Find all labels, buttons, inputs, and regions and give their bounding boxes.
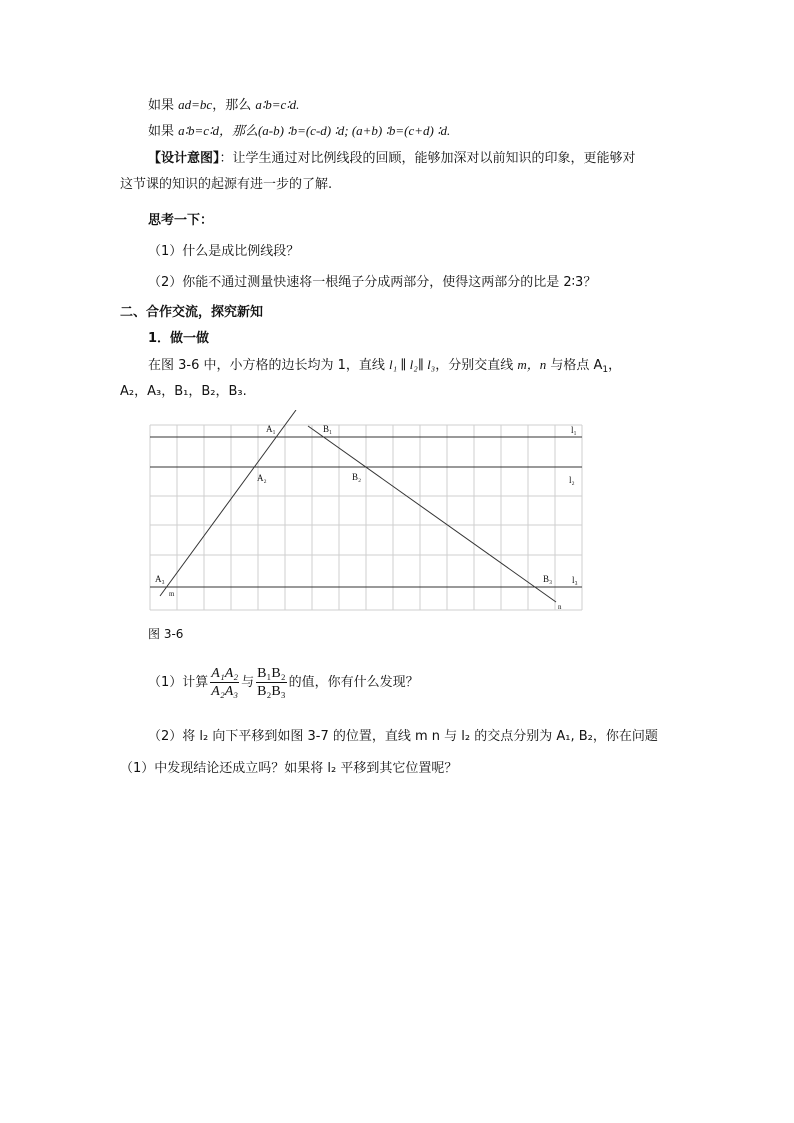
figure-caption: 图 3-6 [148,627,184,641]
text: ，那么 [212,98,256,113]
section-2-sub-1: 1．做一做 [148,331,210,346]
intro-line-1 [148,96,299,115]
text: （1）计算 [148,675,209,690]
text: 如果 [148,98,179,113]
think-question-1: （1）什么是成比例线段？ [148,244,300,259]
grid [150,425,582,610]
math-ad-bc: ad=bc [178,97,213,112]
text: 与格点 A [546,358,603,373]
label-a1: A₁ [266,424,276,434]
label-m: m [169,590,175,598]
label-l3: l₃ [572,575,578,585]
label-l2: l₂ [569,475,575,485]
fraction-numerator: A₁A₂ [211,666,239,681]
fraction-denominator: B₂B₃ [257,684,286,699]
label-a2: A₂ [257,473,267,483]
label-a3: A₃ [155,574,165,584]
design-intent-text: 这节课的知识的起源有进一步的了解. [120,177,333,192]
design-intent-text: ：让学生通过对比例线段的回顾，能够加深对以前知识的印象，更能够对 [219,151,636,166]
label-n: n [558,603,562,611]
design-intent-label: 【设计意图】 [148,151,220,166]
text: 与 [241,675,255,690]
math-lines-mn: m，n [517,357,547,372]
question-2-line-1: （2）将 l₂ 向下平移到如图 3-7 的位置，直线 m n 与 l₂ 的交点分别为 A₁, B₂，你在问题 [148,729,658,744]
think-question-2: （2）你能不通过测量快速将一根绳子分成两部分，使得这两部分的比是 2∶3？ [148,275,597,290]
math-parallel-lines: l₁ ∥ l₂∥ l₃ [389,357,436,372]
design-intent-line-2 [120,176,332,194]
figure-3-6 [148,410,588,615]
text: 如果 [148,124,179,139]
section-2-title: 二、合作交流，探究新知 [120,305,264,320]
label-b3: B₃ [543,574,553,584]
text: 的值，你有什么发现？ [288,675,419,690]
intro-line-2 [148,122,450,141]
question-2-line-2: （1）中发现结论还成立吗？如果将 l₂ 平移到其它位置呢？ [120,761,458,776]
fraction-denominator: A₂A₃ [211,684,239,699]
label-b1: B₁ [323,424,333,434]
fraction-numerator: B₁B₂ [257,666,286,681]
section-2-paragraph-line-1: 在图 3-6 中，小方格的边长均为 1，直线 l₁ ∥ l₂∥ l₃，分别交直线 m，n 与格点 $A_1$， [148,357,622,375]
text: 在图 3-6 中，小方格的边长均为 1，直线 [148,358,390,373]
fraction-a [210,665,239,700]
math-proportion: a∶b=c∶d. [255,97,300,112]
line-m [160,410,296,596]
question-1 [148,663,419,703]
fraction-b [256,665,286,700]
think-title: 思考一下： [148,213,214,228]
design-intent-line-1 [148,150,636,168]
line-n [308,426,556,602]
label-l1: l₁ [571,425,577,435]
math-proportion-properties: a∶b=c∶d，那么(a-b) ∶b=(c-d) ∶d; (a+b) ∶b=(c+d) ∶d. [178,123,451,138]
text: ，分别交直线 [435,358,518,373]
section-2-paragraph-line-2: A₂，A₃，B₁，B₂，B₃. [120,384,247,399]
label-b2: B₂ [352,472,362,482]
